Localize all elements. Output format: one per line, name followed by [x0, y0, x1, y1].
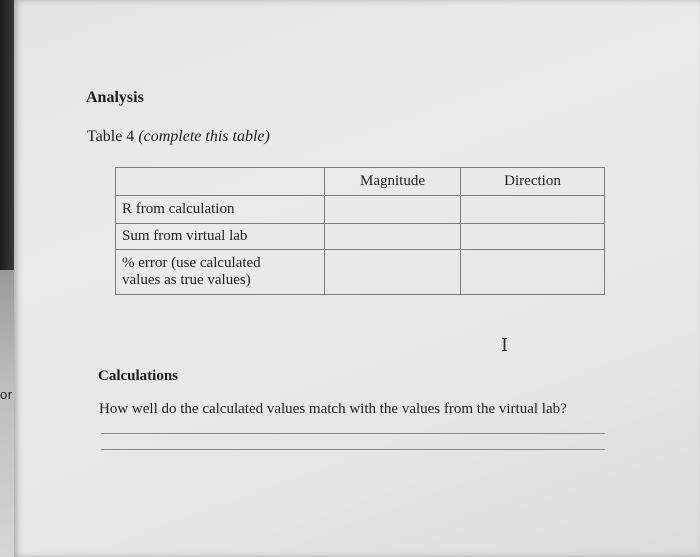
left-edge-light-area	[0, 270, 14, 557]
direction-cell[interactable]	[461, 224, 605, 250]
row-label-percent-error	[116, 250, 325, 295]
analysis-heading: Analysis	[86, 89, 144, 106]
answer-line[interactable]	[101, 433, 605, 434]
results-table	[115, 167, 605, 295]
header-cell-magnitude: Magnitude	[325, 168, 461, 196]
row-label-sum-virtual-lab	[116, 224, 325, 250]
direction-cell[interactable]	[461, 196, 605, 224]
row-label-line: % error (use calculated	[122, 255, 261, 271]
table-caption-note: (complete this table)	[138, 128, 270, 145]
table-header-row	[116, 168, 605, 196]
row-label-line: Sum from virtual lab	[122, 228, 248, 244]
edge-text: or	[0, 387, 13, 402]
worksheet-page	[14, 0, 700, 557]
table-row	[116, 250, 605, 295]
row-label-line: values as true values)	[122, 272, 251, 288]
direction-cell[interactable]	[461, 250, 605, 295]
answer-line[interactable]	[101, 449, 605, 450]
table-row	[116, 196, 605, 224]
table-caption-label: Table 4	[87, 128, 139, 145]
magnitude-cell[interactable]	[325, 250, 461, 295]
header-cell-empty	[116, 168, 325, 196]
table-row	[116, 224, 605, 250]
calculations-heading: Calculations	[98, 368, 179, 384]
magnitude-cell[interactable]	[325, 196, 461, 224]
row-label-line: R from calculation	[122, 201, 235, 217]
question-text: How well do the calculated values match with the values from the virtual lab?	[99, 401, 567, 417]
magnitude-cell[interactable]	[325, 224, 461, 250]
row-label-r-calculation	[116, 196, 325, 224]
text-cursor-icon: I	[501, 335, 509, 356]
table-caption	[87, 128, 270, 146]
header-cell-direction: Direction	[461, 168, 605, 196]
